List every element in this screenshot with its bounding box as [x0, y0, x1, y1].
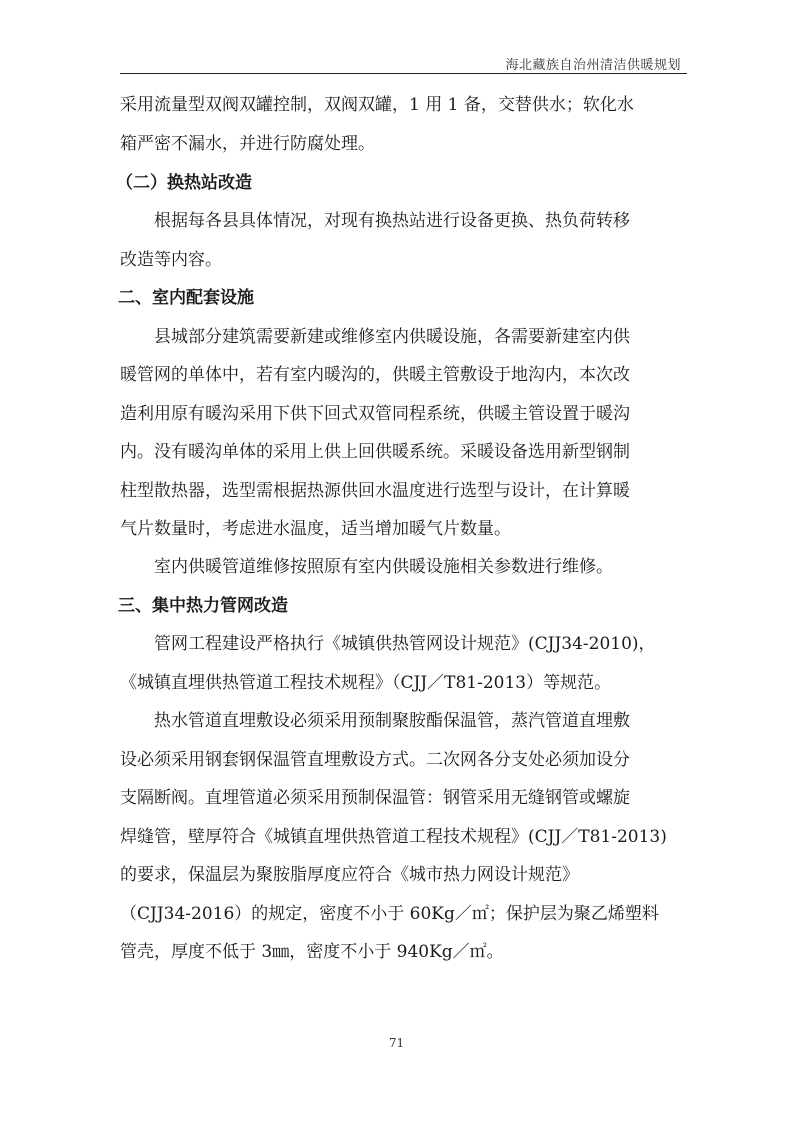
paragraph-line: 县城部分建筑需要新建或维修室内供暖设施，各需要新建室内供	[154, 327, 630, 347]
paragraph-line: 气片数量时，考虑进水温度，适当增加暖气片数量。	[120, 519, 511, 539]
paragraph-line: 柱型散热器，选型需根据热源供回水温度进行选型与设计，在计算暖	[120, 481, 630, 501]
paragraph-line: 《城镇直埋供热管道工程技术规程》（CJJ／T81-2013）等规范。	[120, 673, 612, 693]
page-number: 71	[388, 1036, 405, 1050]
paragraph-line: （CJJ34-2016）的规定，密度不小于 60Kg／㎡；保护层为聚乙烯塑料	[120, 904, 659, 924]
paragraph-line: 箱严密不漏水，并进行防腐处理。	[120, 134, 375, 154]
header-title: 海北藏族自治州清洁供暖规划	[505, 58, 681, 73]
section-heading: 二、室内配套设施	[118, 288, 254, 308]
paragraph-line: 管网工程建设严格执行《城镇供热管网设计规范》(CJJ34-2010)，	[154, 634, 656, 654]
paragraph-line: 采用流量型双阀双罐控制，双阀双罐，1 用 1 备，交替供水；软化水	[120, 95, 634, 115]
section-heading: （二）换热站改造	[116, 173, 252, 193]
paragraph-line: 支隔断阀。直埋管道必须采用预制保温管：钢管采用无缝钢管或螺旋	[120, 788, 630, 808]
paragraph-line: 根据每各县具体情况，对现有换热站进行设备更换、热负荷转移	[154, 211, 630, 231]
paragraph-line: 焊缝管，壁厚符合《城镇直埋供热管道工程技术规程》(CJJ／T81-2013)	[120, 827, 667, 847]
paragraph-line: 热水管道直埋敷设必须采用预制聚胺酯保温管，蒸汽管道直埋敷	[154, 711, 630, 731]
paragraph-line: 的要求，保温层为聚胺脂厚度应符合《城市热力网设计规范》	[120, 865, 579, 885]
paragraph-line: 管壳，厚度不低于 3㎜，密度不小于 940Kg／㎡。	[120, 942, 504, 962]
paragraph-line: 暖管网的单体中，若有室内暖沟的，供暖主管敷设于地沟内，本次改	[120, 365, 630, 385]
header-divider	[120, 73, 687, 74]
paragraph-line: 室内供暖管道维修按照原有室内供暖设施相关参数进行维修。	[154, 557, 613, 577]
paragraph-line: 内。没有暖沟单体的采用上供上回供暖系统。采暖设备选用新型钢制	[120, 442, 630, 462]
section-heading: 三、集中热力管网改造	[118, 596, 288, 616]
paragraph-line: 造利用原有暖沟采用下供下回式双管同程系统，供暖主管设置于暖沟	[120, 404, 630, 424]
paragraph-line: 设必须采用钢套钢保温管直埋敷设方式。二次网各分支处必须加设分	[120, 750, 630, 770]
paragraph-line: 改造等内容。	[120, 250, 222, 270]
